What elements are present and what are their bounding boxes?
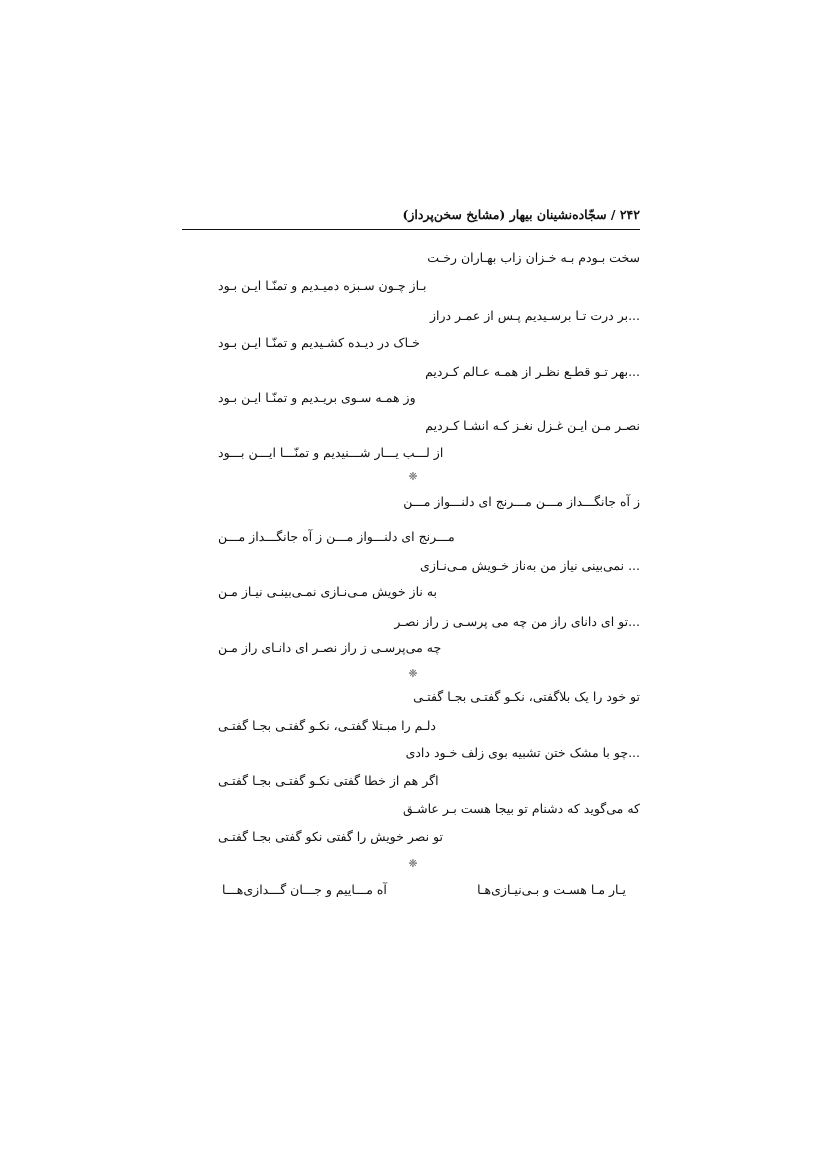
final-verse-right-hemistich: یـار مـا هسـت و بـی‌نیـازی‌هـا bbox=[477, 882, 626, 897]
verse-line: ...تو ای دانای راز من چه می پرسـی ز راز نصـر bbox=[394, 614, 640, 629]
header-separator: / bbox=[610, 207, 616, 222]
page-number: ۲۴۲ bbox=[619, 207, 640, 222]
verse-line: ... نمی‌بینی نیاز من به‌ناز خـویش مـی‌نـازی bbox=[420, 558, 640, 573]
running-header bbox=[182, 204, 640, 226]
verse-line: تو خود را یک بلاگفتی، نکـو گفتـی بجـا گفتـی bbox=[413, 689, 640, 704]
verse-line: ...چو با مشک ختن تشبیه بوی زلف خـود دادی bbox=[405, 745, 640, 760]
verse-line: ...بر درت تـا برسـیدیم پـس از عمـر دراز bbox=[429, 308, 640, 323]
verse-line: ...بهر تـو قطـع نظـر از همـه عـالم کـردیم bbox=[425, 364, 640, 379]
verse-line: مـــرنج ای دلنـــواز مـــن ز آه جانگـــداز مـــن bbox=[218, 529, 455, 544]
verse-line: که می‌گوید که دشنام تو بیجا هست بـر عاشـق bbox=[403, 801, 640, 816]
final-verse bbox=[222, 880, 626, 900]
verse-line: سخت بـودم بـه خـزان زاب بهـاران رخـت bbox=[427, 250, 640, 265]
section-divider: ❈ bbox=[408, 857, 418, 870]
verse-line: اگر هم از خطا گفتی نکـو گفتـی بجـا گفتـی bbox=[218, 773, 439, 788]
verse-line: ز آه جانگـــداز مـــن مـــرنج ای دلنـــواز مـــن bbox=[403, 494, 640, 509]
section-divider: ❈ bbox=[408, 470, 418, 483]
verse-line: دلـم را مبـتلا گفتـی، نکـو گفتـی بجـا گفتـی bbox=[218, 718, 436, 733]
section-divider: ❈ bbox=[408, 667, 418, 680]
book-title: سجّاده‌نشینان بیهار (مشایخ سخن‌پرداز) bbox=[402, 207, 607, 222]
verse-line: به ناز خویش مـی‌نـازی نمـی‌بینـی نیـاز مـن bbox=[218, 584, 438, 599]
verse-line: چه می‌پرسـی ز راز نصـر ای دانـای راز مـن bbox=[218, 640, 442, 655]
verse-line: تو نصر خویش را گفتی نکو گفتی بجـا گفتـی bbox=[218, 829, 443, 844]
final-verse-left-hemistich: آه مـــاییم و جـــان گـــدازی‌هـــا bbox=[222, 882, 387, 897]
header-rule bbox=[182, 229, 640, 230]
verse-line: نصـر مـن ایـن غـزل نغـز کـه انشـا کـردیم bbox=[425, 418, 640, 433]
verse-line: وز همـه سـوی بریـدیم و تمنّـا ایـن بـود bbox=[218, 390, 416, 405]
verse-line: از لـــب یـــار شـــنیدیم و تمنّـــا ایـــن بـــود bbox=[218, 445, 444, 460]
verse-line: بـاز چـون سـبزه دمیـدیم و تمنّـا ایـن بـود bbox=[218, 278, 427, 293]
verse-line: خـاک در دیـده کشـیدیم و تمنّـا ایـن بـود bbox=[218, 335, 420, 350]
